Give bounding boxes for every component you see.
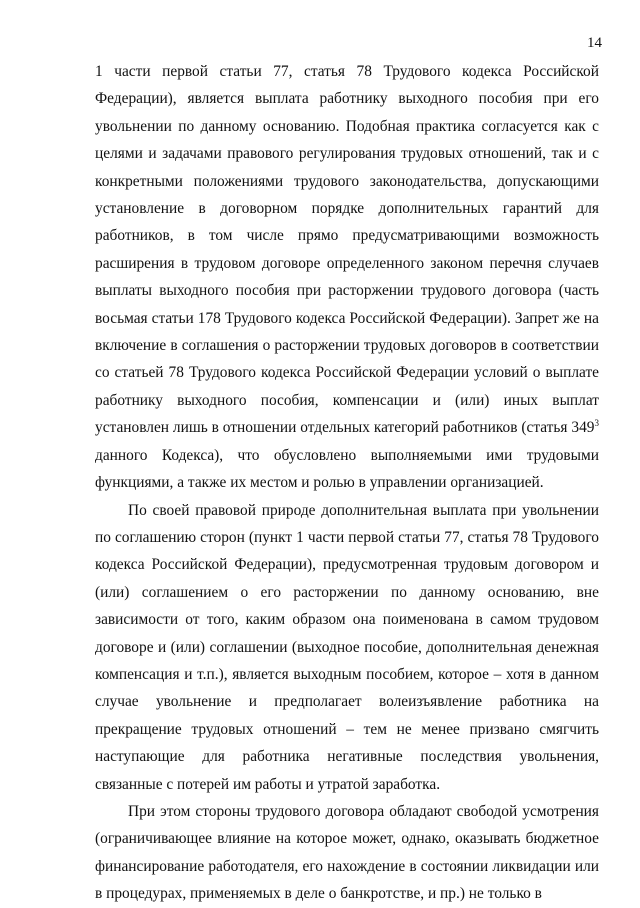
page-number: 14 xyxy=(587,35,602,51)
paragraph-3: При этом стороны трудового договора обладают свободой усмотрения (ограничивающее влияние на которое может, однако, оказывать бюджетное финансирование работодателя, его нахождение в состоянии ликвидации или в процедурах, применяемых в деле о банкротстве, и пр.) не только в xyxy=(95,802,599,903)
superscript-article-number: 3 xyxy=(594,418,599,429)
paragraph-1 xyxy=(95,58,599,497)
paragraph-1-text: 1 части первой статьи 77, статья 78 Трудового кодекса Российской Федерации), является выплата работнику выходного пособия при его увольнении по данному основанию. Подобная практика согласуется как с целями и задачами правового регулирования трудовых отношений, так и с конкретными положениями трудового законодательства, допускающими установление в договорном порядке дополнительных гарантий для работников, в том числе прямо предусматривающими возможность расширения в трудовом договоре определенного законом перечня случаев выплаты выходного пособия при расторжении трудового договора (часть восьмая статьи 178 Трудового кодекса Российской Федерации). Запрет же на включение в соглашения о расторжении трудовых договоров в соответствии со статьей 78 Трудового кодекса Российской Федерации условий о выплате работнику выходного пособия, компенсации и (или) иных выплат установлен лишь в отношении отдельных категорий работников (статья 349 xyxy=(95,63,599,437)
body-text xyxy=(95,58,599,908)
paragraph-2: По своей правовой природе дополнительная выплата при увольнении по соглашению сторон (пункт 1 части первой статьи 77, статья 78 Трудового кодекса Российской Федерации), предусмотренная трудовым договором и (или) соглашением о его расторжении по данному основанию, вне зависимости от того, каким образом она поименована в самом трудовом договоре и (или) соглашении (выходное пособие, дополнительная денежная компенсация и т.п.), является выходным пособием, которое – хотя в данном случае увольнение и предполагает волеизъявление работника на прекращение трудовых отношений – тем не менее призвано смягчить наступающие для работника негативные последствия увольнения, связанные с потерей им работы и утратой заработка. xyxy=(95,501,599,793)
paragraph-1-text-continued: данного Кодекса), что обусловлено выполняемыми ими трудовыми функциями, а также их местом и ролью в управлении организацией. xyxy=(95,446,599,492)
